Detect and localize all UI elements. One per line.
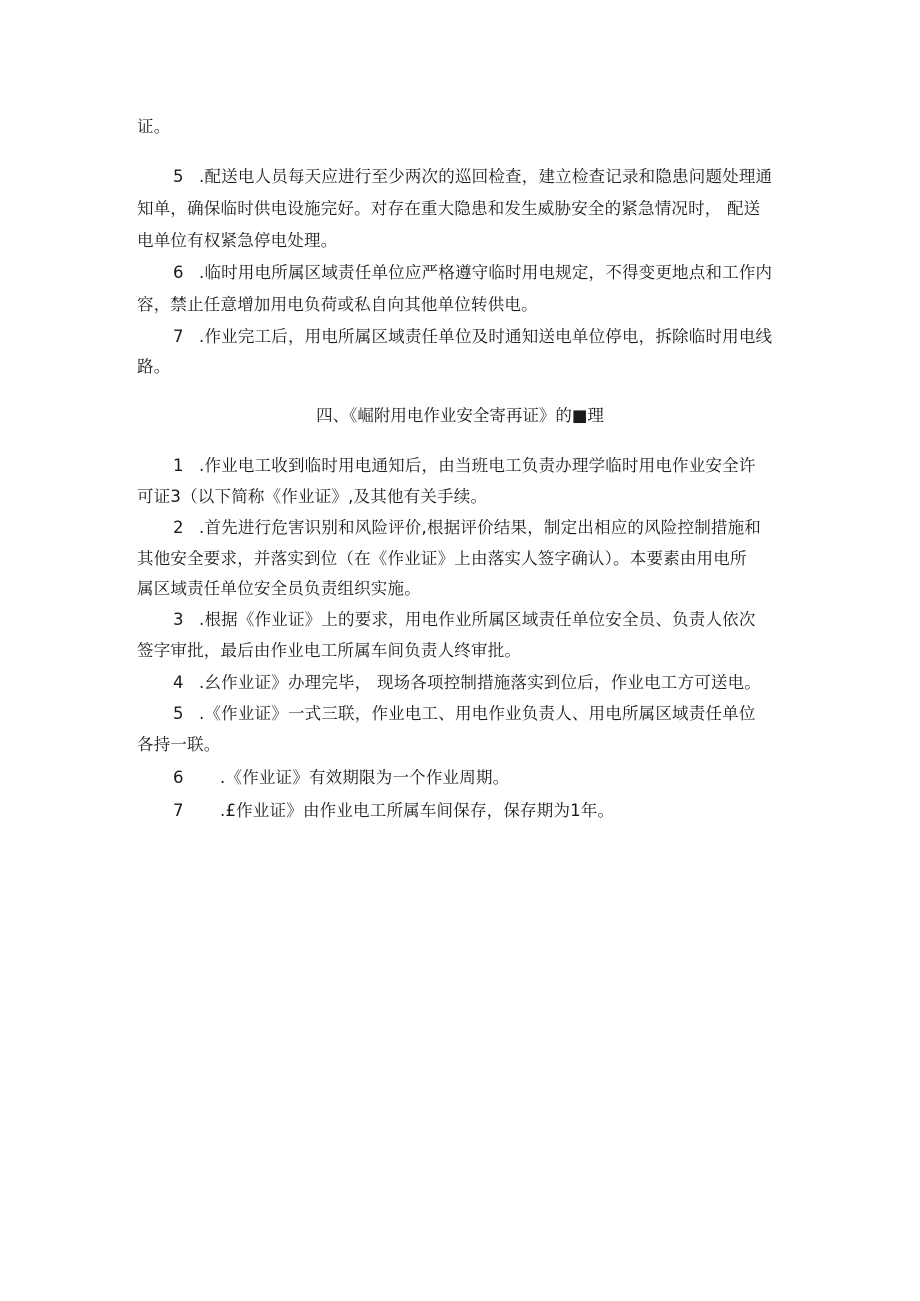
item-number: 7 [173,327,184,346]
list-item-line: 电单位有权紧急停电处理。 [137,231,338,250]
list-item-line [173,704,756,724]
item-number: 4 [173,673,184,692]
item-text: .幺作业证》办理完毕， 现场各项控制措施落实到位后，作业电工方可送电。 [199,673,761,692]
item-text: .临时用电所属区域责任单位应严格遵守临时用电规定，不得变更地点和工作内 [199,263,773,282]
list-item-line: 路。 [137,357,171,376]
item-text: .《作业证》一式三联，作业电工、用电作业负责人、用电所属区域责任单位 [199,704,756,723]
item-number: 6 [173,768,184,787]
list-item-line: 知单，确保临时供电设施完好。对存在重大隐患和发生威胁安全的紧急情况时， 配送 [137,199,761,218]
list-item-line: 容，禁止任意增加用电负荷或私自向其他单位转供电。 [137,295,538,314]
item-text: .作业电工收到临时用电通知后，由当班电工负责办理学临时用电作业安全许 [199,456,756,475]
item-text: .£作业证》由作业电工所属车间保存，保存期为1年。 [220,801,615,820]
item-number: 5 [173,704,184,723]
paragraph-tail: 证。 [137,117,171,136]
item-number: 2 [173,518,184,537]
item-text: .根据《作业证》上的要求，用电作业所属区域责任单位安全员、负责人依次 [199,610,756,629]
list-item-line [173,673,761,693]
list-item-line: 签字审批，最后由作业电工所属车间负责人终审批。 [137,641,522,660]
list-item-line [173,801,614,821]
item-text: .首先进行危害识别和风险评价,根据评价结果，制定出相应的风险控制措施和 [199,518,761,537]
list-item-line: 可证3（以下简称《作业证》,及其他有关手续。 [137,487,488,506]
item-number: 6 [173,263,184,282]
item-text: .作业完工后，用电所属区域责任单位及时通知送电单位停电，拆除临时用电线 [199,327,773,346]
list-item-line [173,167,772,187]
list-item-line [173,263,772,283]
item-text: .《作业证》有效期限为一个作业周期。 [220,768,510,787]
item-number: 5 [173,167,184,186]
item-number: 1 [173,456,184,475]
list-item-line: 其他安全要求，并落实到位（在《作业证》上由落实人签字确认）。本要素由用电所 [137,549,747,568]
item-number: 3 [173,610,184,629]
item-number: 7 [173,801,184,820]
item-text: .配送电人员每天应进行至少两次的巡回检查，建立检查记录和隐患问题处理通 [199,167,773,186]
list-item-line [173,327,772,347]
list-item-line [173,456,756,476]
list-item-line [173,768,509,788]
list-item-line [173,610,756,630]
list-item-line: 属区域责任单位安全员负责组织实施。 [137,579,421,598]
section-heading: 四、《崛附用电作业安全寄再证》的■理 [316,406,604,425]
list-item-line [173,518,761,538]
list-item-line: 各持一联。 [137,735,221,754]
